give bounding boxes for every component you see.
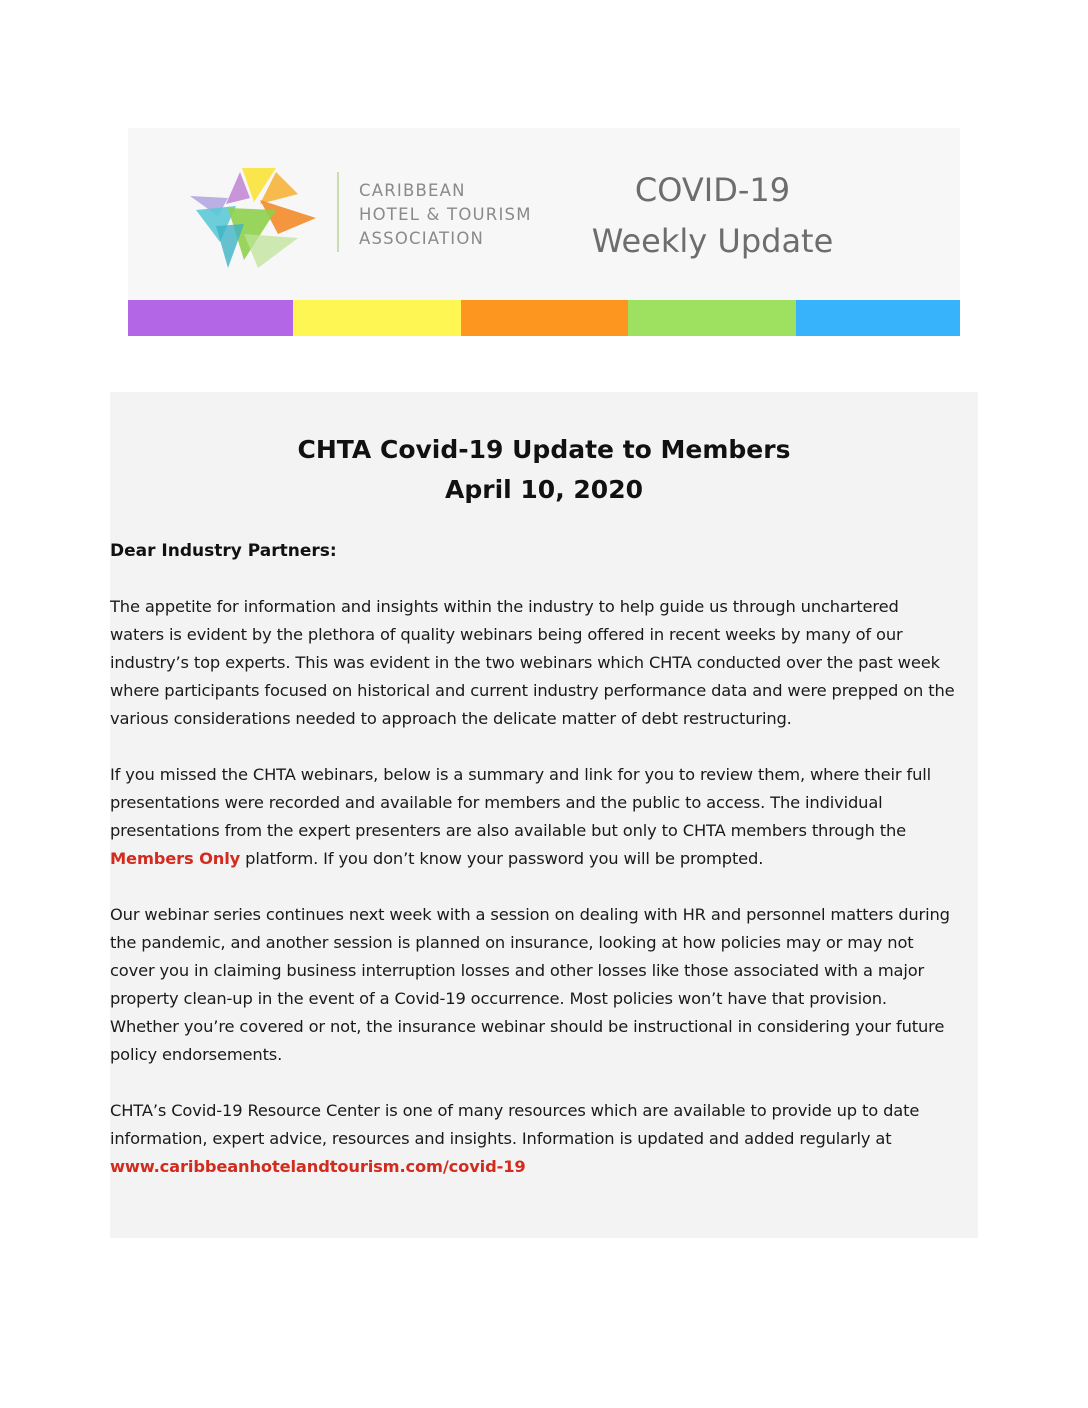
paragraph-3 xyxy=(110,901,978,1069)
text-line: Our webinar series continues next week with a session on dealing with HR and personnel matters during xyxy=(110,905,950,924)
paragraph-2 xyxy=(110,761,978,873)
text-line: CHTA’s Covid-19 Resource Center is one of many resources which are available to provide up to date xyxy=(110,1101,920,1120)
stripe-orange xyxy=(461,300,628,336)
org-name xyxy=(359,179,532,251)
text-line: presentations from the expert presenters are also available but only to CHTA members through the xyxy=(110,821,907,840)
text-line: information, expert advice, resources and insights. Information is updated and added regularly at xyxy=(110,1129,892,1148)
color-stripe xyxy=(128,300,960,336)
chta-star-logo-icon xyxy=(188,164,320,276)
header-banner xyxy=(128,128,960,336)
paragraph-1 xyxy=(110,593,978,733)
stripe-yellow xyxy=(293,300,461,336)
text-line: The appetite for information and insights within the industry to help guide us through unchartered xyxy=(110,597,899,616)
text-line: policy endorsements. xyxy=(110,1045,283,1064)
covid-resource-link[interactable]: www.caribbeanhotelandtourism.com/covid-19 xyxy=(110,1157,526,1176)
banner-title xyxy=(580,165,845,267)
page-title xyxy=(110,430,978,510)
update-panel xyxy=(110,392,978,1238)
banner-top xyxy=(128,128,960,300)
text-line xyxy=(110,845,978,873)
banner-title-line-2: Weekly Update xyxy=(591,222,834,260)
text-line: cover you in claiming business interruption losses and other losses like those associated with a major xyxy=(110,961,925,980)
text-fragment: platform. If you don’t know your password you will be prompted. xyxy=(240,849,764,868)
title-line: CHTA Covid-19 Update to Members xyxy=(297,435,791,464)
members-only-link[interactable]: Members Only xyxy=(110,849,241,868)
stripe-blue xyxy=(796,300,960,336)
org-name-line-2: HOTEL & TOURISM xyxy=(359,205,532,224)
org-name-line-3: ASSOCIATION xyxy=(359,229,485,248)
text-line: waters is evident by the plethora of quality webinars being offered in recent weeks by many of our xyxy=(110,625,903,644)
text-line: property clean-up in the event of a Covid-19 occurrence. Most policies won’t have that provision. xyxy=(110,989,887,1008)
text-line xyxy=(110,1153,978,1181)
paragraph-4 xyxy=(110,1097,978,1181)
text-line: where participants focused on historical and current industry performance data and were prepped on the xyxy=(110,681,955,700)
org-name-line-1: CARIBBEAN xyxy=(359,181,466,200)
stripe-green xyxy=(628,300,796,336)
banner-title-line-1: COVID-19 xyxy=(634,171,791,209)
stripe-purple xyxy=(128,300,293,336)
text-line: industry’s top experts. This was evident in the two webinars which CHTA conducted over the past week xyxy=(110,653,940,672)
text-line: If you missed the CHTA webinars, below is a summary and link for you to review them, where their full xyxy=(110,765,931,784)
greeting: Dear Industry Partners: xyxy=(110,541,337,561)
text-line: Whether you’re covered or not, the insurance webinar should be instructional in considering your future xyxy=(110,1017,945,1036)
logo-divider xyxy=(337,172,339,252)
text-line: various considerations needed to approach the delicate matter of debt restructuring. xyxy=(110,709,792,728)
text-line: presentations were recorded and available for members and the public to access. The individual xyxy=(110,793,883,812)
text-line: the pandemic, and another session is planned on insurance, looking at how policies may or may not xyxy=(110,933,914,952)
date-line: April 10, 2020 xyxy=(445,475,643,504)
